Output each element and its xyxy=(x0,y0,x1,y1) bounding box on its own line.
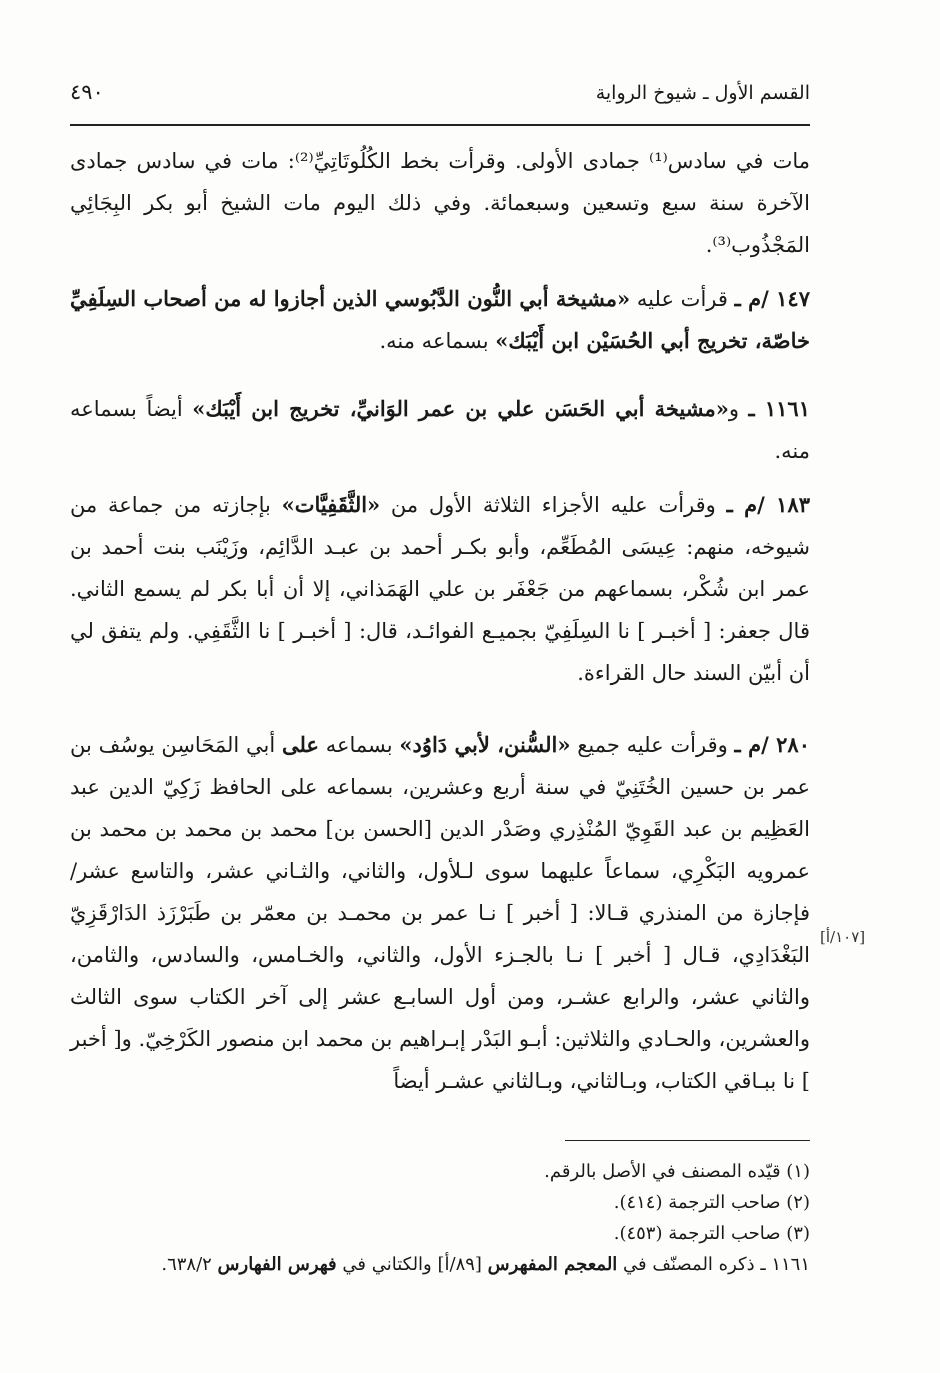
entry-number: ١١٦١ ـ xyxy=(748,396,810,421)
entry-lead: وقرأت عليه جميع xyxy=(570,733,735,757)
footnote-tail: ٦٣٨/٢. xyxy=(161,1254,218,1275)
margin-folio-note: [١٠٧/أ] xyxy=(820,928,866,946)
entry-title: «مشيخة أبي الحَسَن علي بن عمر الوَانيِّ، تخريج ابن أَيْبَك» xyxy=(192,396,729,421)
page xyxy=(70,80,810,1102)
entry-mid: بسماعه xyxy=(318,733,400,757)
entry-280 xyxy=(70,724,810,1102)
entry-number: ١٤٧ /م ـ xyxy=(734,286,810,311)
page-header xyxy=(70,80,810,114)
header-rule xyxy=(70,124,810,126)
entry-bold-word: على xyxy=(281,732,319,757)
footnote-mid: [٨٩/أ] والكتاني في xyxy=(336,1254,488,1275)
footnotes xyxy=(70,1156,810,1280)
entry-tail: بإجازته من جماعة من شيوخه، منهم: عِيسَى المُطَعِّم، وأبو بكـر أحمد بن عبـد الدَّائِم، وزَيْنَب بنت أحمد بن عمر ابن شُكْر، بسماعهم من جَعْفَر بن علي الهَمَذاني، إلا أن أبا بكر لم يسمع الثاني. قال جعفر: [ أخبـر ] نا السِلَفِيّ بجميـع الفوائـد، قال: [ أخبـر ] نا الثَّقَفِي. ولم يتفق لي أن أبيّن السند حال القراءة. xyxy=(70,493,810,685)
entry-tail: أبي المَحَاسِن يوسُف بن عمر بن حسين الخُتَنِيّ في سنة أربع وعشرين، بسماعه على الحافظ زَكِيّ الدين عبد العَظِيم بن عبد القَوِيّ المُنْذِري وصَدْر الدين [الحسن بن] محمد بن محمد بن محمد بن عمرويه البَكْرِي، سماعاً عليهما سوى لـلأول، والثاني، والثـاني عشر، والتاسع عشر/ فإجازة من المنذري قـالا: [ أخبر ] نـا عمر بن محمـد بن معمّر بن طَبَرْزَذ الدَارْقَزِيّ البَغْدَادِي، قـال [ أخبر ] نـا بالجـزء الأول، والثاني، والخـامس، والسادس، والثامن، والثاني عشر، والرابع عشـر، ومن أول السابـع عشر إلى آخر الكتاب سوى الثالث والعشرين، والحـادي والثلاثين: أبـو البَدْر إبـراهيم بن محمد ابن منصور الكَرْخِيّ. و[ أخبر ] نا ببـاقي الكتاب، وبـالثاني، وبـالثاني عشـر أيضاً xyxy=(70,733,810,1093)
footnote-lead: ١١٦١ ـ ذكره المصنّف في xyxy=(617,1254,810,1275)
entry-tail: بسماعه منه. xyxy=(379,329,496,353)
entry-1161 xyxy=(70,388,810,472)
running-title: القسم الأول ـ شيوخ الرواية xyxy=(595,82,810,104)
entry-lead: و xyxy=(728,397,749,421)
entry-tail: أيضاً بسماعه منه. xyxy=(70,397,810,463)
entry-number: ٢٨٠ /م ـ xyxy=(734,732,810,757)
entry-title: «الثَّقَفِيَّات» xyxy=(281,492,381,517)
paragraph-continuation: مات في سادس⁽¹⁾ جمادى الأولى. وقرأت بخط الكُلُوتَاتِيِّ⁽²⁾: مات في سادس جمادى الآخرة سنة سبع وتسعين وسبعمائة. وفي ذلك اليوم مات الشيخ أبو بكر البِجَائِي المَجْذُوب⁽³⁾. xyxy=(70,149,811,257)
footnote-1161 xyxy=(70,1249,810,1280)
entry-lead: قرأت عليه xyxy=(630,287,735,311)
footnote-1: (١) قيّده المصنف في الأصل بالرقم. xyxy=(544,1161,810,1182)
entry-lead: وقرأت عليه الأجزاء الثلاثة الأول من xyxy=(380,493,727,517)
entry-183 xyxy=(70,484,810,694)
footnote-2: (٢) صاحب الترجمة (٤١٤). xyxy=(613,1192,810,1213)
entry-title: «السُّنن، لأبي دَاوُد» xyxy=(399,732,571,757)
entry-147 xyxy=(70,278,810,362)
page-number: ٤٩٠ xyxy=(70,80,104,104)
entry-title: «مشيخة أبي النُّون الدَّبُوسي الذين أجازوا له من أصحاب السِلَفِيِّ خاصّة، تخريج أبي الحُسَيْن ابن أَيْبَك» xyxy=(70,286,810,353)
footnote-rule xyxy=(565,1140,810,1141)
footnote-3: (٣) صاحب الترجمة (٤٥٣). xyxy=(613,1223,810,1244)
footnote-book-2: فهرس الفهارس xyxy=(217,1254,337,1275)
entry-number: ١٨٣ /م ـ xyxy=(726,492,810,517)
footnote-book-1: المعجم المفهرس xyxy=(487,1254,618,1275)
